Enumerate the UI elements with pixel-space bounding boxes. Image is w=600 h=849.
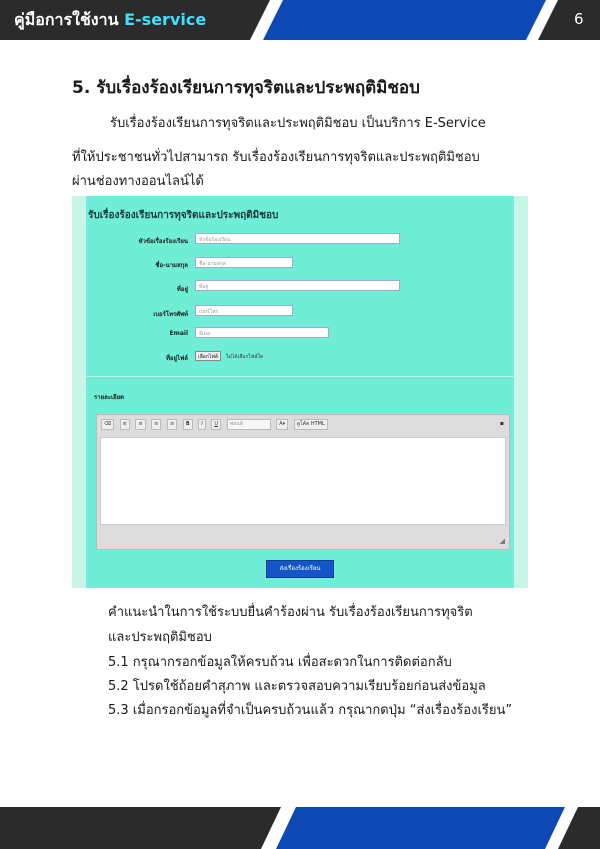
field-label-address: ที่อยู่ bbox=[176, 286, 188, 293]
align-justify-icon[interactable]: ≡ bbox=[167, 419, 177, 430]
instruction-line-5: 5.3 เมื่อกรอกข้อมูลที่จำเป็นครบถ้วนแล้ว กรุณากดปุ่ม “ส่งเรื่องร้องเรียน” bbox=[108, 703, 513, 718]
header-title-accent: E-service bbox=[124, 10, 207, 29]
field-label-phone: เบอร์โทรศัพท์ bbox=[153, 311, 188, 318]
page-header bbox=[0, 0, 600, 40]
phone-input[interactable]: เบอร์โทร bbox=[195, 305, 293, 316]
resize-handle-icon[interactable]: ◢ bbox=[499, 537, 505, 545]
editor-toolbar bbox=[101, 419, 332, 431]
instruction-line-1: คำแนะนำในการใช้ระบบยื่นคำร้องผ่าน รับเรื่องร้องเรียนการทุจริต bbox=[108, 605, 473, 620]
instruction-line-4: 5.2 โปรดใช้ถ้อยคำสุภาพ และตรวจสอบความเรียบร้อยก่อนส่งข้อมูล bbox=[108, 679, 486, 694]
field-label-file: ที่อยู่ไฟล์ bbox=[165, 355, 188, 362]
page-number: 6 bbox=[574, 10, 584, 28]
intro-line-2: ที่ให้ประชาชนทั่วไปสามารถ รับเรื่องร้องเรียนการทุจริตและประพฤติมิชอบ bbox=[72, 150, 480, 165]
subject-input[interactable]: หัวข้อร้องเรียน bbox=[195, 233, 400, 244]
submit-complaint-button[interactable]: ส่งเรื่องร้องเรียน bbox=[266, 560, 334, 578]
file-status: ไม่ได้เลือกไฟล์ใด bbox=[226, 354, 264, 360]
field-label-name: ชื่อ-นามสกุล bbox=[155, 262, 188, 269]
eraser-icon[interactable]: ⌫ bbox=[101, 419, 114, 430]
detail-textarea[interactable] bbox=[100, 437, 506, 525]
italic-button[interactable]: I bbox=[198, 419, 205, 430]
rich-text-editor bbox=[96, 414, 510, 550]
email-input[interactable]: อีเมล bbox=[195, 327, 329, 338]
underline-button[interactable]: U bbox=[211, 419, 221, 430]
field-label-email: Email bbox=[169, 330, 188, 337]
intro-line-1: รับเรื่องร้องเรียนการทุจริตและประพฤติมิชอบ เป็นบริการ E-Service bbox=[110, 116, 486, 131]
field-label-subject: หัวข้อเรื่องร้องเรียน bbox=[138, 238, 188, 245]
align-right-icon[interactable]: ≡ bbox=[151, 419, 161, 430]
form-divider bbox=[86, 376, 514, 377]
html-source-button[interactable]: ดูโค้ด HTML bbox=[294, 419, 328, 430]
font-select[interactable]: ฟอนต์ bbox=[227, 419, 271, 430]
name-input[interactable]: ชื่อ-นามสกุล bbox=[195, 257, 293, 268]
section-title: 5. รับเรื่องร้องเรียนการทุจริตและประพฤติมิชอบ bbox=[72, 78, 420, 98]
align-left-icon[interactable]: ≡ bbox=[120, 419, 130, 430]
header-title-main: คู่มือการใช้งาน bbox=[14, 10, 119, 29]
address-input[interactable]: ที่อยู่ bbox=[195, 280, 400, 291]
align-center-icon[interactable]: ≡ bbox=[135, 419, 145, 430]
minimize-icon[interactable]: ▪ bbox=[499, 420, 504, 427]
font-color-icon[interactable]: A▾ bbox=[276, 419, 288, 430]
instruction-line-3: 5.1 กรุณากรอกข้อมูลให้ครบถ้วน เพื่อสะดวกในการติดต่อกลับ bbox=[108, 655, 452, 670]
intro-line-3: ผ่านช่องทางออนไลน์ได้ bbox=[72, 174, 204, 189]
form-screenshot bbox=[72, 196, 528, 588]
detail-label: รายละเอียด bbox=[94, 394, 125, 401]
choose-file-button[interactable]: เลือกไฟล์ bbox=[195, 351, 221, 361]
header-title bbox=[14, 8, 206, 33]
form-title: รับเรื่องร้องเรียนการทุจริตและประพฤติมิชอบ bbox=[88, 210, 279, 221]
form-panel bbox=[86, 196, 514, 588]
instruction-line-2: และประพฤติมิชอบ bbox=[108, 630, 212, 645]
page-footer bbox=[0, 807, 600, 849]
bold-button[interactable]: B bbox=[183, 419, 193, 430]
